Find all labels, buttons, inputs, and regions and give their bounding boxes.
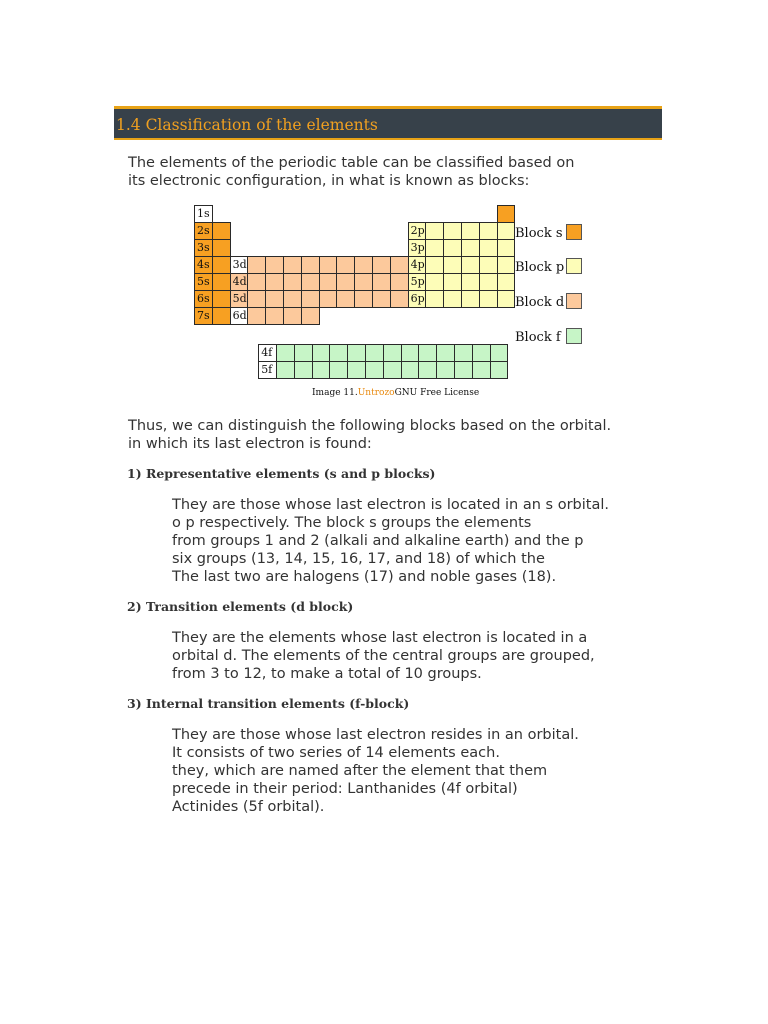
- body-line: They are the elements whose last electron is located in a: [172, 630, 588, 646]
- p-block-label-cell: 5p: [408, 273, 427, 291]
- d-block-cell: [390, 256, 409, 274]
- section-body-transition: [172, 629, 595, 683]
- legend-label: Block f: [515, 330, 561, 345]
- f-block-cell: [418, 361, 437, 379]
- p-block-label-cell: 4p: [408, 256, 427, 274]
- s-block-label-cell: 4s: [194, 256, 213, 274]
- f-block-cell: [329, 344, 348, 362]
- f-block-cell: [401, 344, 420, 362]
- caption-prefix: Image 11.: [312, 388, 358, 398]
- d-block-cell: [247, 273, 266, 291]
- d-block-cell: [336, 290, 355, 308]
- p-block-cell: [497, 239, 516, 257]
- p-block-cell: [497, 273, 516, 291]
- f-block-cell: [454, 361, 473, 379]
- p-block-cell: [443, 222, 462, 240]
- body-line: The last two are halogens (17) and noble gases (18).: [172, 569, 557, 585]
- f-block-cell: [365, 344, 384, 362]
- f-block-label-cell: 4f: [258, 344, 277, 362]
- f-block-cell: [294, 361, 313, 379]
- d-block-cell: [301, 256, 320, 274]
- p-block-cell: [479, 273, 498, 291]
- f-block-cell: [294, 344, 313, 362]
- section-heading-transition: 2) Transition elements (d block): [127, 599, 354, 614]
- section-heading-internal-transition: 3) Internal transition elements (f-block): [127, 696, 410, 711]
- p-block-cell: [461, 222, 480, 240]
- legend-label: Block d: [515, 295, 565, 310]
- intro-line: its electronic configuration, in what is known as blocks:: [128, 173, 530, 189]
- p-block-cell: [443, 290, 462, 308]
- s-block-label-cell: 6s: [194, 290, 213, 308]
- p-block-label-cell: 3p: [408, 239, 427, 257]
- body-line: Actinides (5f orbital).: [172, 799, 325, 815]
- section-heading-representative: 1) Representative elements (s and p blocks): [127, 466, 436, 481]
- caption-author-link[interactable]: Untrozo: [357, 388, 395, 398]
- p-block-cell: [443, 256, 462, 274]
- f-block-cell: [401, 361, 420, 379]
- f-block-cell: [347, 344, 366, 362]
- d-block-cell: [247, 307, 266, 325]
- p-block-cell: [497, 222, 516, 240]
- s-block-label-cell: 1s: [194, 205, 213, 223]
- d-block-cell: [336, 273, 355, 291]
- d-block-cell: [319, 256, 338, 274]
- d-block-cell: [265, 307, 284, 325]
- d-block-cell: [265, 273, 284, 291]
- body-line: from 3 to 12, to make a total of 10 groups.: [172, 666, 482, 682]
- section-body-internal-transition: [172, 726, 579, 816]
- d-block-cell: [354, 273, 373, 291]
- d-block-label-cell: 3d: [230, 256, 249, 274]
- f-block-cell: [383, 344, 402, 362]
- f-block-cell: [347, 361, 366, 379]
- s-block-cell: [212, 307, 231, 325]
- p-block-cell: [425, 222, 444, 240]
- d-block-cell: [265, 256, 284, 274]
- p-block-cell: [425, 290, 444, 308]
- f-block-cell: [365, 361, 384, 379]
- d-block-cell: [336, 256, 355, 274]
- s-block-label-cell: 3s: [194, 239, 213, 257]
- p-block-cell: [425, 239, 444, 257]
- s-block-cell: [497, 205, 516, 223]
- d-block-cell: [390, 290, 409, 308]
- p-block-cell: [443, 273, 462, 291]
- intro-paragraph: [128, 154, 648, 190]
- f-block-cell: [276, 361, 295, 379]
- d-block-cell: [283, 256, 302, 274]
- d-block-cell: [372, 290, 391, 308]
- thus-line: in which its last electron is found:: [128, 436, 372, 452]
- body-line: from groups 1 and 2 (alkali and alkaline earth) and the p: [172, 533, 584, 549]
- s-block-cell: [212, 256, 231, 274]
- legend-swatch: [566, 328, 582, 344]
- f-block-cell: [383, 361, 402, 379]
- p-block-cell: [497, 256, 516, 274]
- f-block-cell: [312, 361, 331, 379]
- p-block-cell: [461, 256, 480, 274]
- body-line: they, which are named after the element that them: [172, 763, 548, 779]
- p-block-label-cell: 2p: [408, 222, 427, 240]
- f-block-label-cell: 5f: [258, 361, 277, 379]
- figure-caption: [312, 388, 479, 398]
- section-title: 1.4 Classification of the elements: [116, 116, 378, 134]
- legend-swatch: [566, 293, 582, 309]
- legend-swatch: [566, 224, 582, 240]
- legend-swatch: [566, 258, 582, 274]
- p-block-cell: [461, 239, 480, 257]
- p-block-cell: [497, 290, 516, 308]
- body-line: They are those whose last electron resides in an orbital.: [172, 727, 579, 743]
- p-block-cell: [461, 273, 480, 291]
- f-block-cell: [436, 344, 455, 362]
- f-block-cell: [276, 344, 295, 362]
- d-block-cell: [354, 290, 373, 308]
- p-block-cell: [479, 239, 498, 257]
- s-block-label-cell: 7s: [194, 307, 213, 325]
- d-block-cell: [319, 290, 338, 308]
- body-line: o p respectively. The block s groups the elements: [172, 515, 532, 531]
- f-block-cell: [490, 344, 509, 362]
- thus-line: Thus, we can distinguish the following blocks based on the orbital.: [128, 418, 612, 434]
- s-block-cell: [212, 239, 231, 257]
- p-block-cell: [425, 256, 444, 274]
- section-title-bar: [114, 106, 662, 140]
- p-block-label-cell: 6p: [408, 290, 427, 308]
- d-block-cell: [283, 290, 302, 308]
- intro-line: The elements of the periodic table can be classified based on: [128, 155, 575, 171]
- f-block-cell: [454, 344, 473, 362]
- s-block-label-cell: 5s: [194, 273, 213, 291]
- p-block-cell: [443, 239, 462, 257]
- body-line: precede in their period: Lanthanides (4f orbital): [172, 781, 518, 797]
- p-block-cell: [479, 222, 498, 240]
- d-block-cell: [390, 273, 409, 291]
- thus-paragraph: [128, 417, 611, 453]
- body-line: They are those whose last electron is located in an s orbital.: [172, 497, 609, 513]
- d-block-cell: [372, 256, 391, 274]
- d-block-cell: [301, 307, 320, 325]
- d-block-label-cell: 6d: [230, 307, 249, 325]
- d-block-cell: [247, 290, 266, 308]
- d-block-cell: [247, 256, 266, 274]
- body-line: orbital d. The elements of the central groups are grouped,: [172, 648, 595, 664]
- legend-label: Block p: [515, 260, 565, 275]
- s-block-cell: [212, 290, 231, 308]
- caption-license: GNU Free License: [394, 388, 480, 398]
- p-block-cell: [479, 256, 498, 274]
- s-block-cell: [212, 273, 231, 291]
- section-body-representative: [172, 496, 609, 586]
- d-block-cell: [372, 273, 391, 291]
- d-block-cell: [283, 273, 302, 291]
- f-block-cell: [329, 361, 348, 379]
- f-block-cell: [490, 361, 509, 379]
- f-block-cell: [312, 344, 331, 362]
- legend-label: Block s: [515, 226, 563, 241]
- body-line: six groups (13, 14, 15, 16, 17, and 18) of which the: [172, 551, 545, 567]
- d-block-cell: [301, 290, 320, 308]
- f-block-cell: [436, 361, 455, 379]
- f-block-cell: [418, 344, 437, 362]
- p-block-cell: [461, 290, 480, 308]
- s-block-cell: [212, 222, 231, 240]
- d-block-cell: [319, 273, 338, 291]
- p-block-cell: [425, 273, 444, 291]
- d-block-cell: [265, 290, 284, 308]
- d-block-cell: [354, 256, 373, 274]
- s-block-label-cell: 2s: [194, 222, 213, 240]
- f-block-cell: [472, 344, 491, 362]
- d-block-label-cell: 5d: [230, 290, 249, 308]
- body-line: It consists of two series of 14 elements each.: [172, 745, 500, 761]
- p-block-cell: [479, 290, 498, 308]
- d-block-cell: [301, 273, 320, 291]
- d-block-label-cell: 4d: [230, 273, 249, 291]
- d-block-cell: [283, 307, 302, 325]
- f-block-cell: [472, 361, 491, 379]
